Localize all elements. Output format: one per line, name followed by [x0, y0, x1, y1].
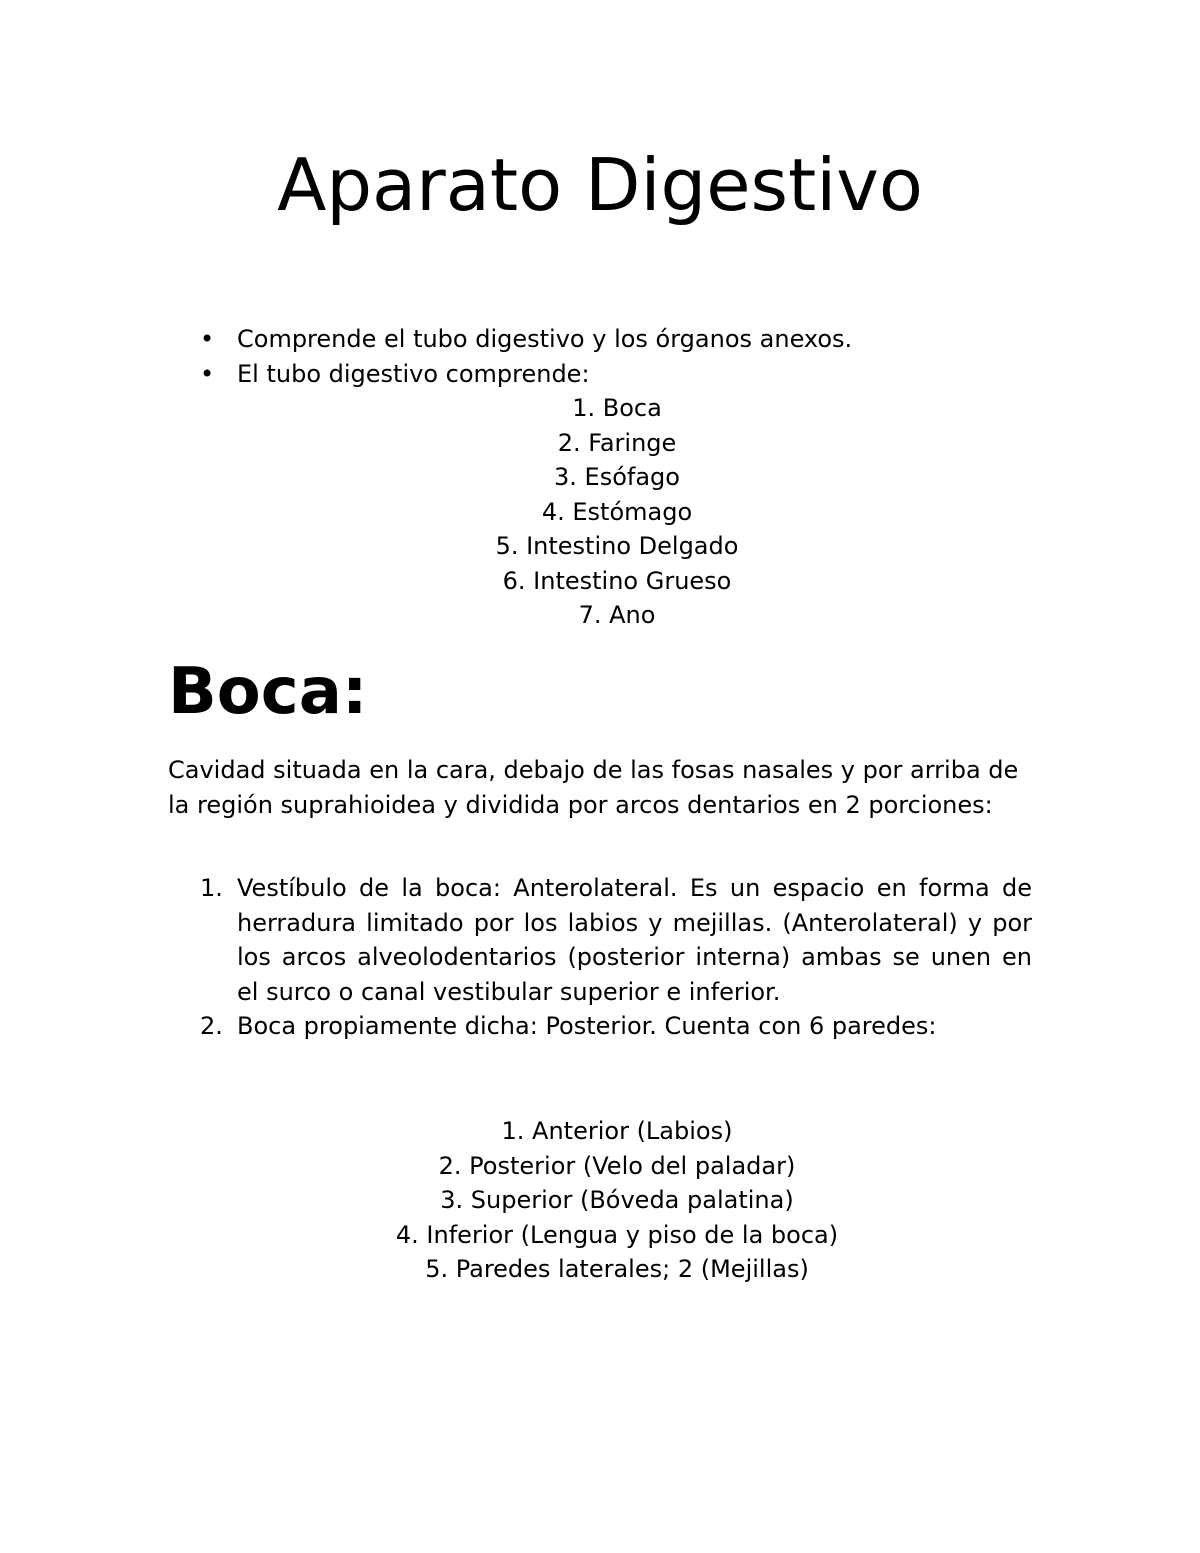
boca-intro-paragraph: Cavidad situada en la cara, debajo de las fosas nasales y por arriba de la región suprahioidea y dividida por arcos dentarios en 2 porciones:	[168, 756, 1019, 819]
bullet-item: • El tubo digestivo comprende:	[200, 357, 1040, 392]
digestive-tube-list	[0, 391, 1200, 633]
mouth-walls-list	[0, 1114, 1200, 1287]
bullet-item: • Comprende el tubo digestivo y los órganos anexos.	[200, 322, 1040, 357]
organ-item: 5. Intestino Delgado	[495, 532, 739, 560]
boca-portions-list	[200, 871, 1032, 1044]
organ-item: 6. Intestino Grueso	[502, 566, 732, 595]
organ-item: 4. Estómago	[541, 497, 693, 526]
portion-number: 1.	[200, 874, 223, 902]
organ-item: 7. Ano	[578, 601, 656, 629]
page-title: Aparato Digestivo	[277, 143, 923, 227]
portion-item	[200, 871, 1032, 1009]
portion-text: Vestíbulo de la boca: Anterolateral. Es un espacio en forma de herradura limitado por los labios y mejillas. (Anterolateral) y por los arcos alveolodentarios (posterior interna) ambas se unen en el surco o canal vestibular superior e inferior.	[237, 874, 1032, 1006]
organ-item: 3. Esófago	[554, 463, 680, 491]
intro-bullet-list	[200, 322, 1040, 391]
wall-item: 4. Inferior (Lengua y piso de la boca)	[395, 1220, 839, 1249]
wall-item: 2. Posterior (Velo del paladar)	[438, 1151, 796, 1180]
wall-item: 3. Superior (Bóveda palatina)	[440, 1186, 794, 1214]
portion-item	[200, 1009, 1032, 1044]
wall-item: 5. Paredes laterales; 2 (Mejillas)	[425, 1255, 809, 1283]
organ-item: 2. Faringe	[557, 428, 677, 457]
portion-text: Boca propiamente dicha: Posterior. Cuenta con 6 paredes:	[237, 1012, 937, 1040]
organ-item: 1. Boca	[572, 394, 662, 422]
section-heading-boca: Boca:	[168, 655, 368, 729]
portion-number: 2.	[200, 1012, 223, 1040]
wall-item: 1. Anterior (Labios)	[501, 1117, 733, 1145]
